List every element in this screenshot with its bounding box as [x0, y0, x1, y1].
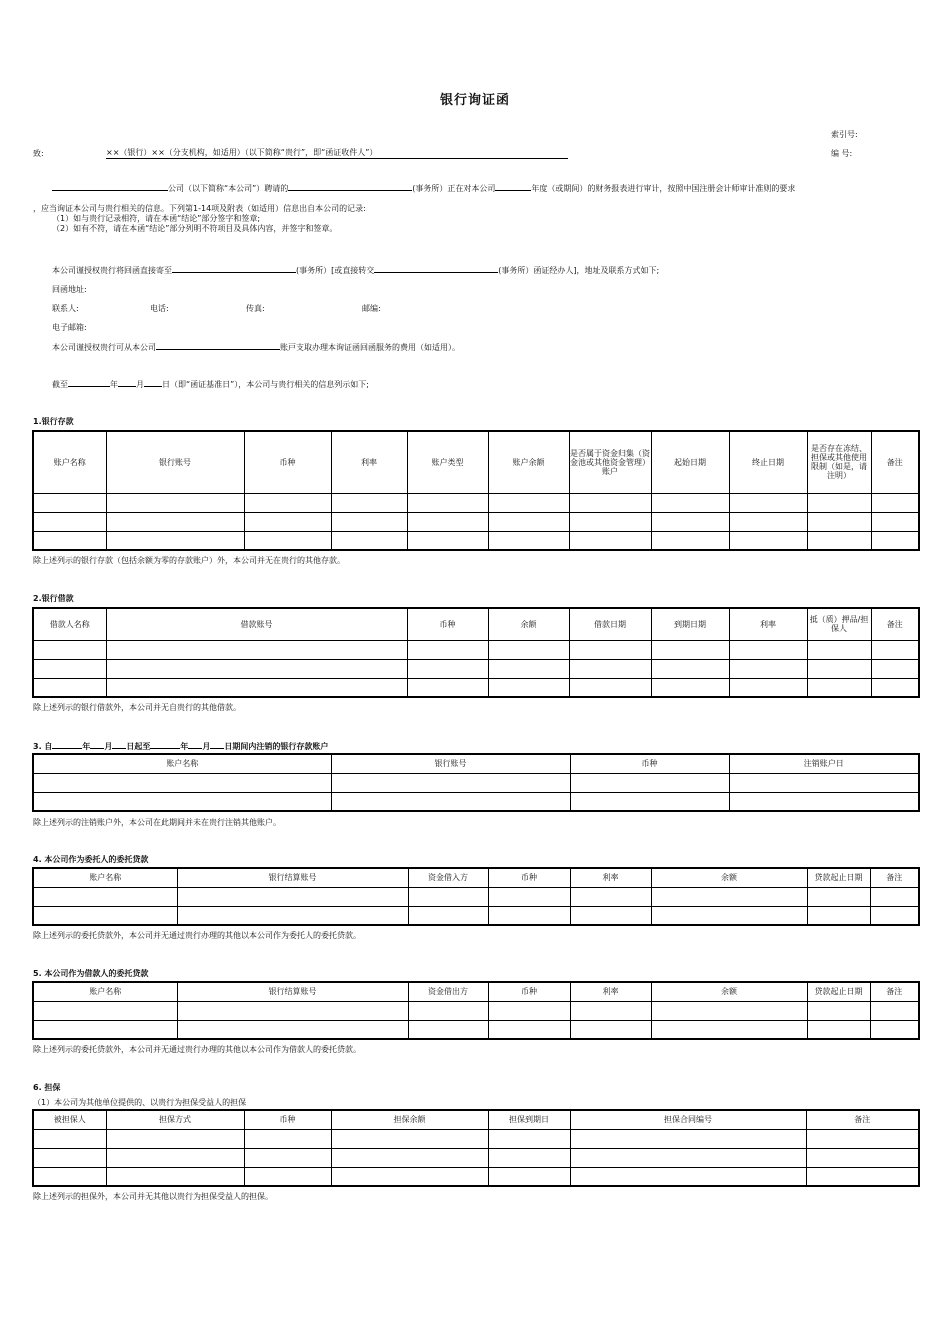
header-currency: 币种	[244, 431, 331, 493]
reply-address-label: 回函地址:	[52, 285, 87, 294]
header-remark: 备注	[806, 1110, 919, 1129]
s3-title-f: 月	[202, 742, 211, 751]
header-bank-account-no: 银行账号	[331, 754, 570, 773]
page-title: 银行询证函	[439, 93, 510, 108]
header-end-date: 终止日期	[729, 431, 807, 493]
header-borrower-name: 借款人名称	[33, 608, 106, 640]
section-6-title: 6. 担保	[33, 1083, 61, 1092]
header-collateral-guarantor: 抵（质）押品/担保人	[807, 608, 871, 640]
bank-deposit-table	[32, 430, 920, 551]
header-currency: 币种	[244, 1110, 331, 1129]
header-settlement-account-no: 银行结算账号	[177, 868, 408, 887]
section-1-title: 1.银行存款	[33, 417, 74, 426]
header-account-name: 账户名称	[33, 431, 106, 493]
intro-text-c: 年度（或期间）的财务报表进行审计，按照中国注册会计师审计准则的要求	[531, 184, 796, 193]
table-row	[33, 659, 919, 678]
header-guaranteed-party: 被担保人	[33, 1110, 106, 1129]
header-remark: 备注	[870, 868, 919, 887]
s3-from-day-blank[interactable]	[112, 740, 126, 749]
reply-text-b: (事务所）[或直接转交	[296, 266, 375, 275]
header-guarantee-balance: 担保余额	[331, 1110, 488, 1129]
header-cash-pool: 是否属于资金归集（资金池或其他资金管理）账户	[569, 431, 651, 493]
intro-text-a: 公司（以下简称“本公司”）聘请的	[168, 184, 289, 193]
header-currency: 币种	[407, 608, 488, 640]
reply-text-c: (事务所）函证经办人]，地址及联系方式如下;	[498, 266, 660, 275]
header-fund-borrower: 资金借入方	[408, 868, 488, 887]
intro-paragraph-line2: ，应当询证本公司与贵行相关的信息。下列第1-14项及附表（如适用）信息出自本公司的记录:	[33, 204, 366, 213]
s3-title-a: 3. 自	[33, 742, 53, 751]
table-row	[33, 493, 919, 512]
header-guarantee-contract-no: 担保合同编号	[570, 1110, 806, 1129]
serial-number-label: 编 号:	[831, 149, 853, 158]
header-guarantee-expiry: 担保到期日	[488, 1110, 570, 1129]
cutoff-text-c: 月	[136, 380, 144, 389]
table-row	[33, 887, 919, 906]
table-row	[33, 512, 919, 531]
email-label: 电子邮箱:	[52, 323, 87, 332]
bank-loan-table	[32, 607, 920, 698]
section-2-title: 2.银行借款	[33, 594, 74, 603]
table-row	[33, 773, 919, 792]
section-2-note: 除上述列示的银行借款外，本公司并无自贵行的其他借款。	[33, 703, 241, 712]
s3-title-c: 月	[104, 742, 113, 751]
table-row	[33, 1148, 919, 1167]
section-3-title	[33, 740, 328, 752]
header-interest-rate: 利率	[570, 982, 651, 1001]
s3-title-b: 年	[82, 742, 91, 751]
header-account-type: 账户类型	[407, 431, 488, 493]
header-interest-rate: 利率	[331, 431, 407, 493]
reply-firm-blank[interactable]	[172, 264, 296, 273]
s3-from-month-blank[interactable]	[90, 740, 104, 749]
section-6-subtitle: （1）本公司为其他单位提供的、以贵行为担保受益人的担保	[33, 1098, 247, 1107]
intro-text-b: (事务所）正在对本公司	[412, 184, 496, 193]
s3-title-d: 日起至	[126, 742, 151, 751]
header-loan-period: 贷款起止日期	[807, 982, 870, 1001]
header-maturity-date: 到期日期	[651, 608, 729, 640]
cutoff-text-b: 年	[110, 380, 118, 389]
fax-label: 传真:	[246, 304, 265, 313]
intro-item-2: （2）如有不符，请在本函“结论”部分列明不符项目及具体内容，并签字和签章。	[52, 224, 338, 233]
table-row	[33, 1129, 919, 1148]
entrusted-loan-borrower-table	[32, 981, 920, 1040]
reply-text-a: 本公司谨授权贵行将回函直接寄至	[52, 266, 172, 275]
header-account-name: 账户名称	[33, 868, 177, 887]
reply-transfer-blank[interactable]	[374, 264, 498, 273]
table-row	[33, 678, 919, 697]
phone-label: 电话:	[150, 304, 169, 313]
reply-address-line	[52, 264, 659, 276]
header-fund-lender: 资金借出方	[408, 982, 488, 1001]
header-settlement-account-no: 银行结算账号	[177, 982, 408, 1001]
header-balance: 余额	[651, 982, 807, 1001]
contact-person-label: 联系人:	[52, 304, 79, 313]
header-remark: 备注	[870, 982, 919, 1001]
header-account-name: 账户名称	[33, 754, 331, 773]
fee-account-blank[interactable]	[156, 341, 280, 350]
s3-from-year-blank[interactable]	[52, 740, 82, 749]
table-row	[33, 1167, 919, 1186]
header-account-balance: 账户余额	[488, 431, 569, 493]
header-bank-account-no: 银行账号	[106, 431, 244, 493]
table-row	[33, 640, 919, 659]
header-loan-account-no: 借款账号	[106, 608, 407, 640]
fee-text-a: 本公司谨授权贵行可从本公司	[52, 343, 156, 352]
fee-text-b: 账戸支取办理本询证函回函服务的费用（如适用）。	[280, 343, 460, 352]
header-restriction: 是否存在冻结、担保或其他使用限制（如是，请注明）	[807, 431, 871, 493]
fee-authorization-line	[52, 341, 460, 353]
guarantee-table	[32, 1109, 920, 1187]
table-row	[33, 1020, 919, 1039]
s3-to-day-blank[interactable]	[210, 740, 224, 749]
year-blank[interactable]	[495, 182, 531, 191]
cutoff-text-a: 截至	[52, 380, 68, 389]
section-4-note: 除上述列示的委托贷款外，本公司并无通过贵行办理的其他以本公司作为委托人的委托贷款。	[33, 931, 361, 940]
header-remark: 备注	[871, 431, 919, 493]
header-start-date: 起始日期	[651, 431, 729, 493]
cutoff-month-blank[interactable]	[118, 378, 136, 387]
s3-to-year-blank[interactable]	[150, 740, 180, 749]
closed-accounts-table	[32, 753, 920, 812]
s3-to-month-blank[interactable]	[188, 740, 202, 749]
company-name-blank[interactable]	[52, 182, 168, 191]
section-4-title: 4. 本公司作为委托人的委托贷款	[33, 855, 149, 864]
table-row	[33, 792, 919, 811]
table-row	[33, 906, 919, 925]
header-currency: 币种	[570, 754, 729, 773]
cutoff-text-d: 日（即“函证基准日”），本公司与贵行相关的信息列示如下;	[162, 380, 369, 389]
header-currency: 币种	[488, 982, 570, 1001]
header-closure-date: 注销账户日	[729, 754, 919, 773]
section-1-note: 除上述列示的银行存款（包括余额为零的存款账户）外，本公司并无在贵行的其他存款。	[33, 556, 345, 565]
header-interest-rate: 利率	[729, 608, 807, 640]
header-currency: 币种	[488, 868, 570, 887]
cutoff-year-blank[interactable]	[68, 378, 110, 387]
header-interest-rate: 利率	[570, 868, 651, 887]
intro-item-1: （1）如与贵行记录相符，请在本函“结论”部分签字和签章;	[52, 214, 261, 223]
cutoff-day-blank[interactable]	[144, 378, 162, 387]
index-number-label: 索引号:	[831, 130, 858, 139]
header-balance: 余额	[488, 608, 569, 640]
section-6-note: 除上述列示的担保外，本公司并无其他以贵行为担保受益人的担保。	[33, 1192, 273, 1201]
firm-name-blank[interactable]	[288, 182, 412, 191]
cutoff-line	[52, 378, 369, 390]
to-label: 致:	[33, 149, 44, 158]
entrusted-loan-lender-table	[32, 867, 920, 926]
section-5-note: 除上述列示的委托贷款外，本公司并无通过贵行办理的其他以本公司作为借款人的委托贷款。	[33, 1045, 361, 1054]
header-loan-period: 贷款起止日期	[807, 868, 870, 887]
intro-paragraph-line1	[52, 182, 795, 194]
recipient-line	[106, 147, 568, 159]
section-3-note: 除上述列示的注销账户外，本公司在此期间并未在贵行注销其他账户。	[33, 818, 281, 827]
recipient-text: ××（银行）××（分支机构，如适用）（以下简称“贵行”，即“函证收件人”）	[106, 148, 378, 157]
header-remark: 备注	[871, 608, 919, 640]
s3-title-g: 日期间内注销的银行存款账户	[224, 742, 329, 751]
section-5-title: 5. 本公司作为借款人的委托贷款	[33, 969, 149, 978]
table-row	[33, 531, 919, 550]
s3-title-e: 年	[180, 742, 189, 751]
header-loan-date: 借款日期	[569, 608, 651, 640]
table-row	[33, 1001, 919, 1020]
postcode-label: 邮编:	[362, 304, 381, 313]
header-account-name: 账户名称	[33, 982, 177, 1001]
header-guarantee-type: 担保方式	[106, 1110, 244, 1129]
header-balance: 余额	[651, 868, 807, 887]
